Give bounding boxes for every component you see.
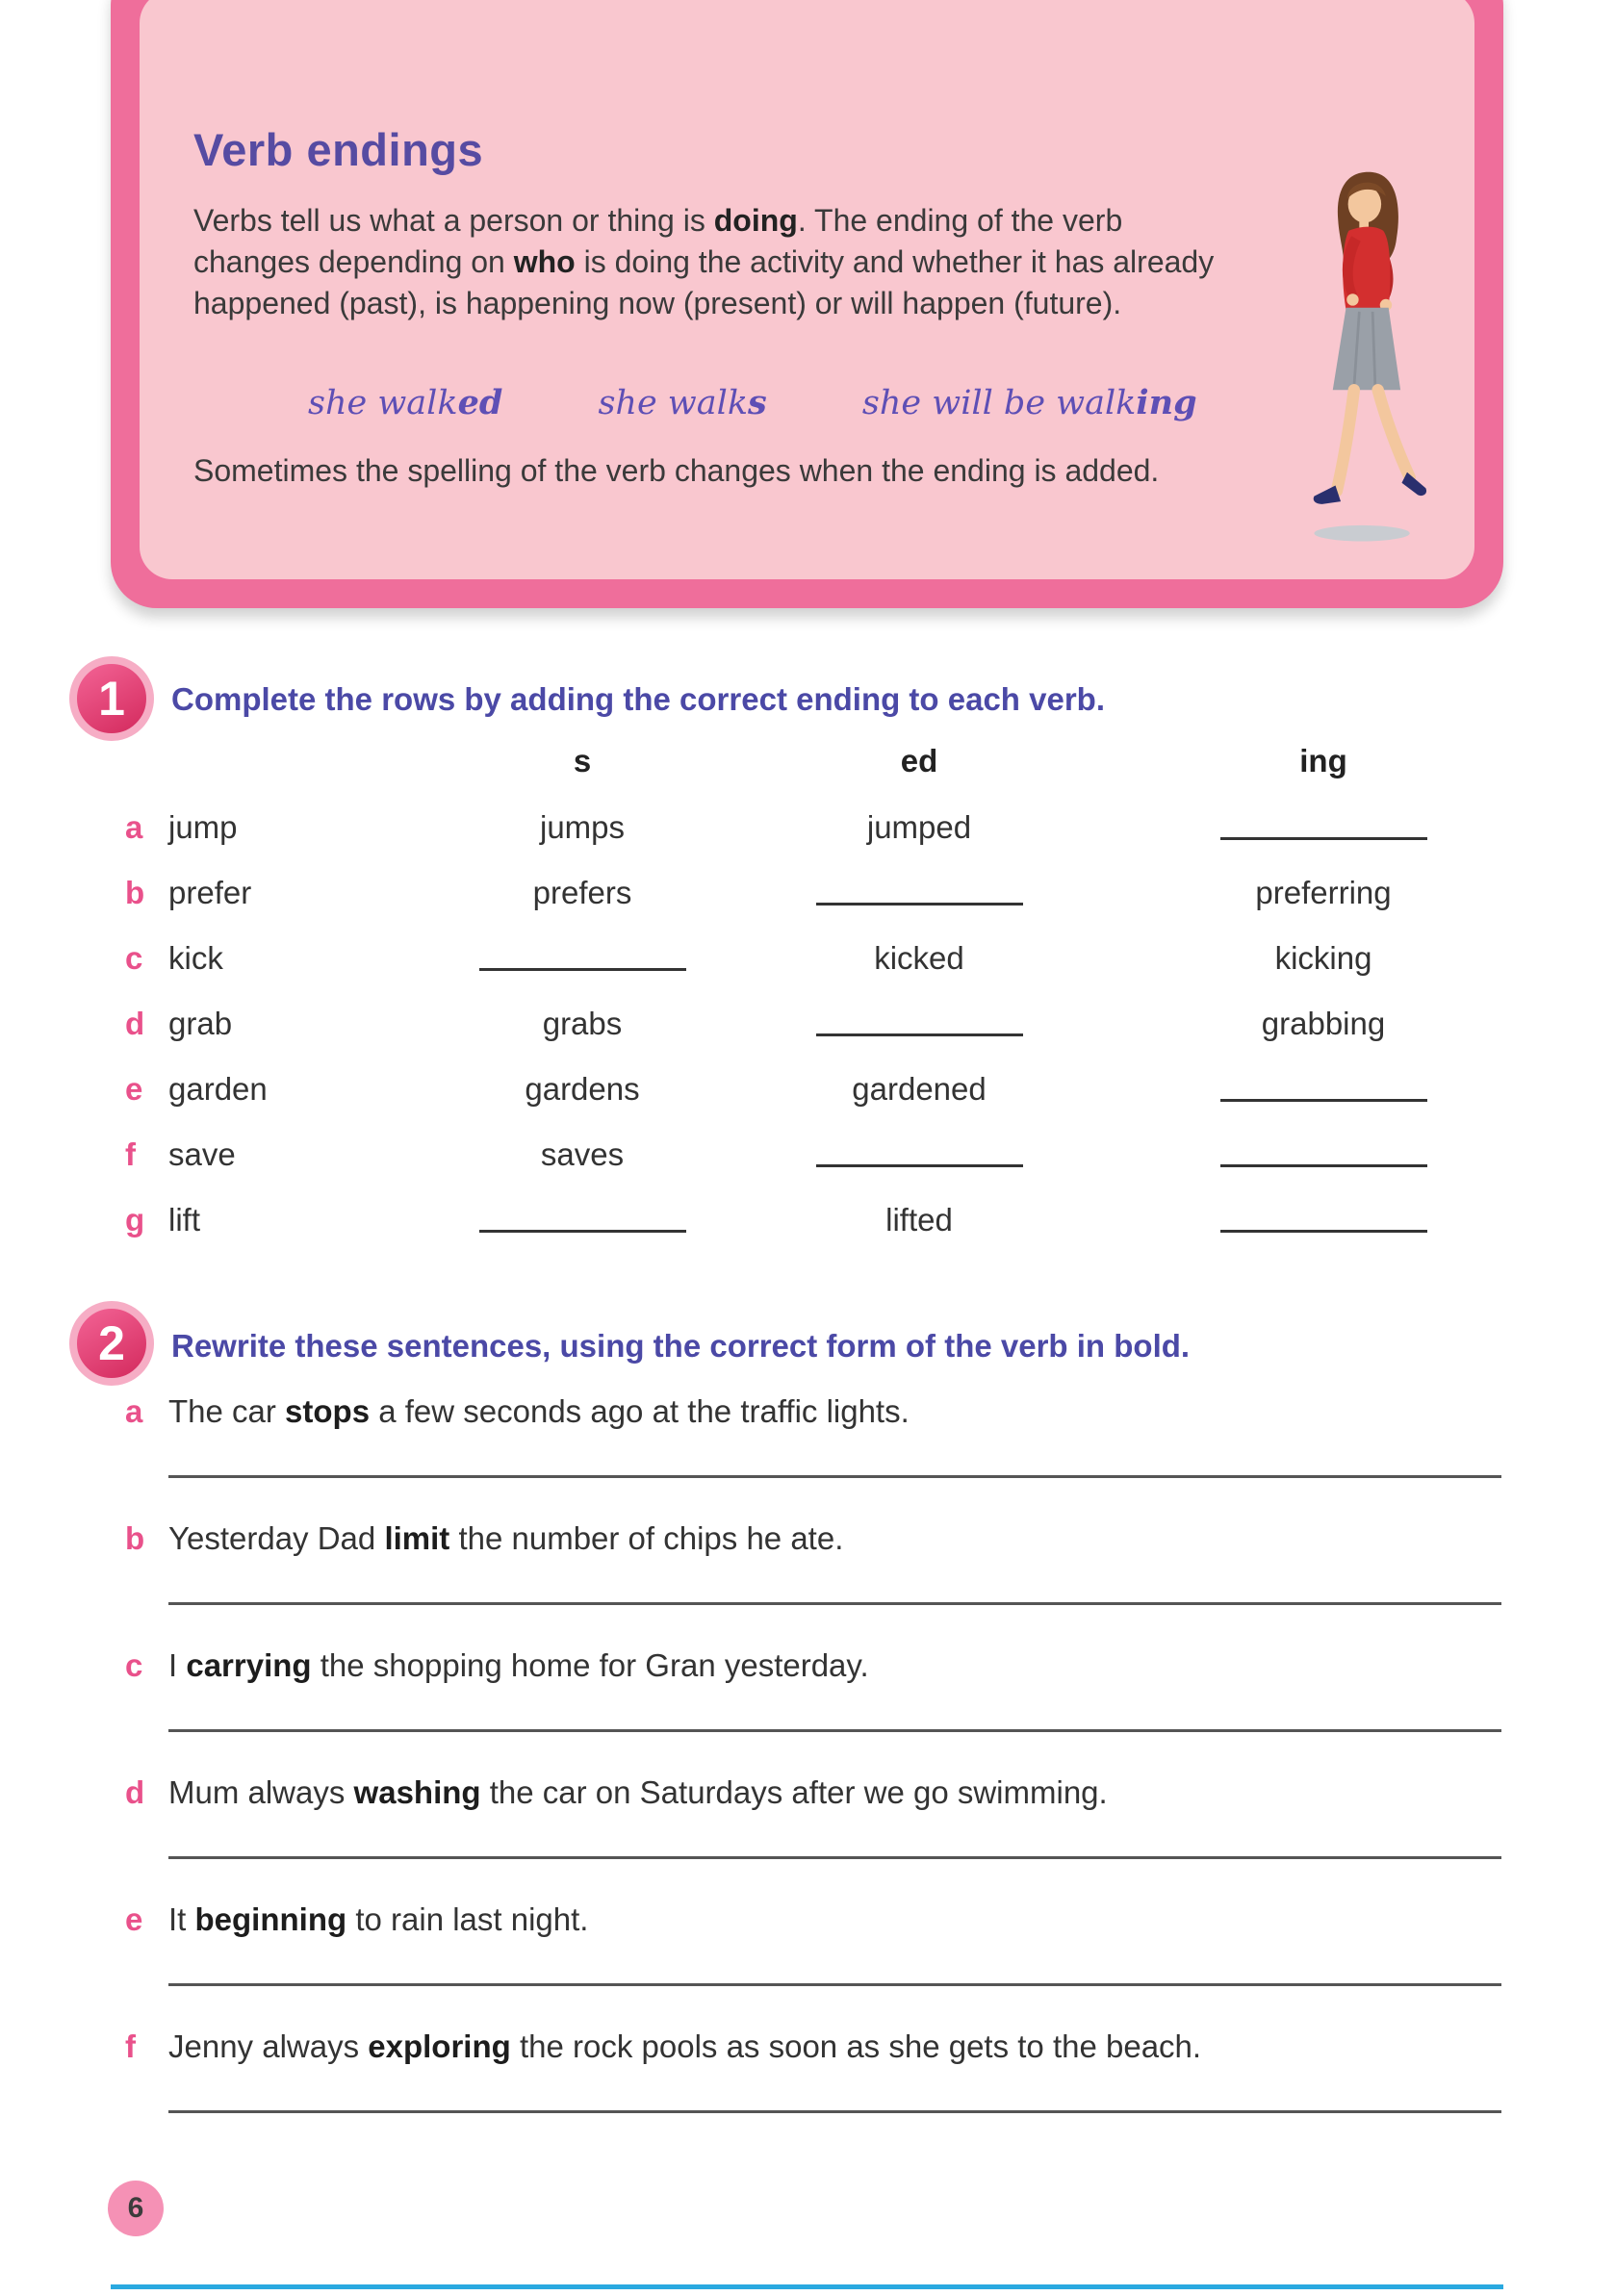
answer-line <box>168 1856 1501 1859</box>
row-verb: jump <box>168 809 238 845</box>
cell-s: jumps <box>539 809 626 845</box>
row-verb: save <box>168 1136 236 1172</box>
exercise2-instruction: Rewrite these sentences, using the correct form of the verb in bold. <box>171 1328 1191 1364</box>
item-letter: d <box>125 1774 145 1810</box>
column-header-s: s <box>573 743 592 778</box>
bold-verb: stops <box>285 1393 371 1429</box>
sentence-item <box>125 1517 1503 1605</box>
verb-endings-info-box <box>111 0 1503 608</box>
intro-segment: . The ending of the verb changes depending on <box>193 203 1123 279</box>
intro-segment: Verbs tell us what a person or thing is <box>193 203 714 238</box>
row-letter: b <box>125 875 145 910</box>
cell-ing <box>1112 1070 1535 1110</box>
sentence-item <box>125 1644 1503 1732</box>
sentence <box>125 1517 1503 1560</box>
bold-verb: limit <box>384 1520 450 1556</box>
cell-ing <box>1112 808 1535 848</box>
cell-ing: preferring <box>1255 875 1392 910</box>
bold-verb: exploring <box>368 2028 511 2064</box>
example-base: she walk <box>308 384 458 422</box>
cell-ed: gardened <box>852 1071 987 1107</box>
info-box-panel <box>140 0 1474 579</box>
cell-ing <box>1112 1201 1535 1240</box>
cell-s <box>438 939 727 979</box>
sentence-item <box>125 2025 1503 2113</box>
cell-s: grabs <box>542 1006 623 1041</box>
item-letter: c <box>125 1647 143 1683</box>
sentence-list <box>125 1390 1503 2152</box>
info-paragraph <box>193 200 1223 324</box>
row-letter: e <box>125 1071 143 1107</box>
table-row <box>125 926 1569 991</box>
row-letter: g <box>125 1202 145 1237</box>
answer-line <box>168 1983 1501 1986</box>
info-note: Sometimes the spelling of the verb changes when the ending is added. <box>193 453 1160 488</box>
row-letter: a <box>125 809 143 845</box>
sentence <box>125 1771 1503 1814</box>
row-verb: lift <box>168 1202 200 1237</box>
item-letter: b <box>125 1520 145 1556</box>
item-letter: e <box>125 1901 143 1937</box>
sentence-item <box>125 1771 1503 1859</box>
sentence-text: It beginning to rain last night. <box>168 1901 589 1937</box>
sentence <box>125 1898 1503 1941</box>
bold-verb: beginning <box>194 1901 347 1937</box>
cell-ed: kicked <box>874 940 964 976</box>
exercise2-number-badge: 2 <box>69 1301 154 1386</box>
cell-ing: grabbing <box>1261 1006 1386 1041</box>
example-ending: s <box>748 383 767 422</box>
example-walked <box>308 383 502 422</box>
cell-s: prefers <box>532 875 632 910</box>
cell-ing <box>1112 1135 1535 1175</box>
verb-form-examples <box>308 383 1367 422</box>
answer-line <box>168 1602 1501 1605</box>
table-row <box>125 860 1569 926</box>
cell-ing: kicking <box>1274 940 1372 976</box>
answer-line <box>168 1729 1501 1732</box>
row-verb: kick <box>168 940 223 976</box>
example-walking <box>862 383 1197 422</box>
verb-endings-table <box>125 727 1569 1253</box>
example-ending: ing <box>1136 383 1197 422</box>
cell-s <box>438 1201 727 1240</box>
column-header-ing: ing <box>1299 743 1347 778</box>
row-verb: garden <box>168 1071 268 1107</box>
intro-segment: is doing the activity and whether it has already happened (past), is happening now (present) or will happen (future). <box>193 244 1215 320</box>
sentence <box>125 1390 1503 1433</box>
sentence-text: Yesterday Dad limit the number of chips he ate. <box>168 1520 844 1556</box>
answer-line <box>168 1475 1501 1478</box>
cell-ed <box>727 874 1112 913</box>
walking-woman-illustration <box>1288 162 1449 547</box>
row-verb: prefer <box>168 875 252 910</box>
table-row <box>125 795 1569 860</box>
cell-ed: jumped <box>866 809 972 845</box>
sentence-item <box>125 1898 1503 1986</box>
row-letter: d <box>125 1006 145 1041</box>
cell-ed: lifted <box>885 1202 953 1237</box>
exercise1-instruction: Complete the rows by adding the correct ending to each verb. <box>171 681 1106 717</box>
item-letter: a <box>125 1393 143 1429</box>
sentence-text: The car stops a few seconds ago at the traffic lights. <box>168 1393 910 1429</box>
intro-bold-who: who <box>513 244 576 279</box>
table-row <box>125 1187 1569 1253</box>
example-walks <box>598 383 766 422</box>
answer-line <box>168 2110 1501 2113</box>
row-verb: grab <box>168 1006 233 1041</box>
column-header-ed: ed <box>900 743 938 778</box>
table-row <box>125 1122 1569 1187</box>
cell-s: gardens <box>525 1071 640 1107</box>
bold-verb: washing <box>353 1774 481 1810</box>
footer-rule <box>111 2284 1503 2289</box>
table-row <box>125 991 1569 1057</box>
sentence-text: Jenny always exploring the rock pools as soon as she gets to the beach. <box>168 2028 1202 2064</box>
example-base: she will be walk <box>861 384 1137 422</box>
cell-s: saves <box>540 1136 625 1172</box>
cell-ed <box>727 1005 1112 1044</box>
sentence <box>125 1644 1503 1687</box>
sentence-item <box>125 1390 1503 1478</box>
cell-ed <box>727 1135 1112 1175</box>
example-ending: ed <box>457 383 503 422</box>
page-number-badge: 6 <box>108 2181 164 2236</box>
page-title: Verb endings <box>193 124 484 175</box>
bold-verb: carrying <box>186 1647 312 1683</box>
intro-bold-doing: doing <box>713 203 798 238</box>
sentence-text: Mum always washing the car on Saturdays after we go swimming. <box>168 1774 1108 1810</box>
sentence-text: I carrying the shopping home for Gran yesterday. <box>168 1647 869 1683</box>
table-header-row <box>125 727 1569 795</box>
row-letter: f <box>125 1136 136 1172</box>
table-row <box>125 1057 1569 1122</box>
exercise1-number-badge: 1 <box>69 656 154 741</box>
example-base: she walk <box>598 384 749 422</box>
item-letter: f <box>125 2028 136 2064</box>
sentence <box>125 2025 1503 2068</box>
row-letter: c <box>125 940 143 976</box>
